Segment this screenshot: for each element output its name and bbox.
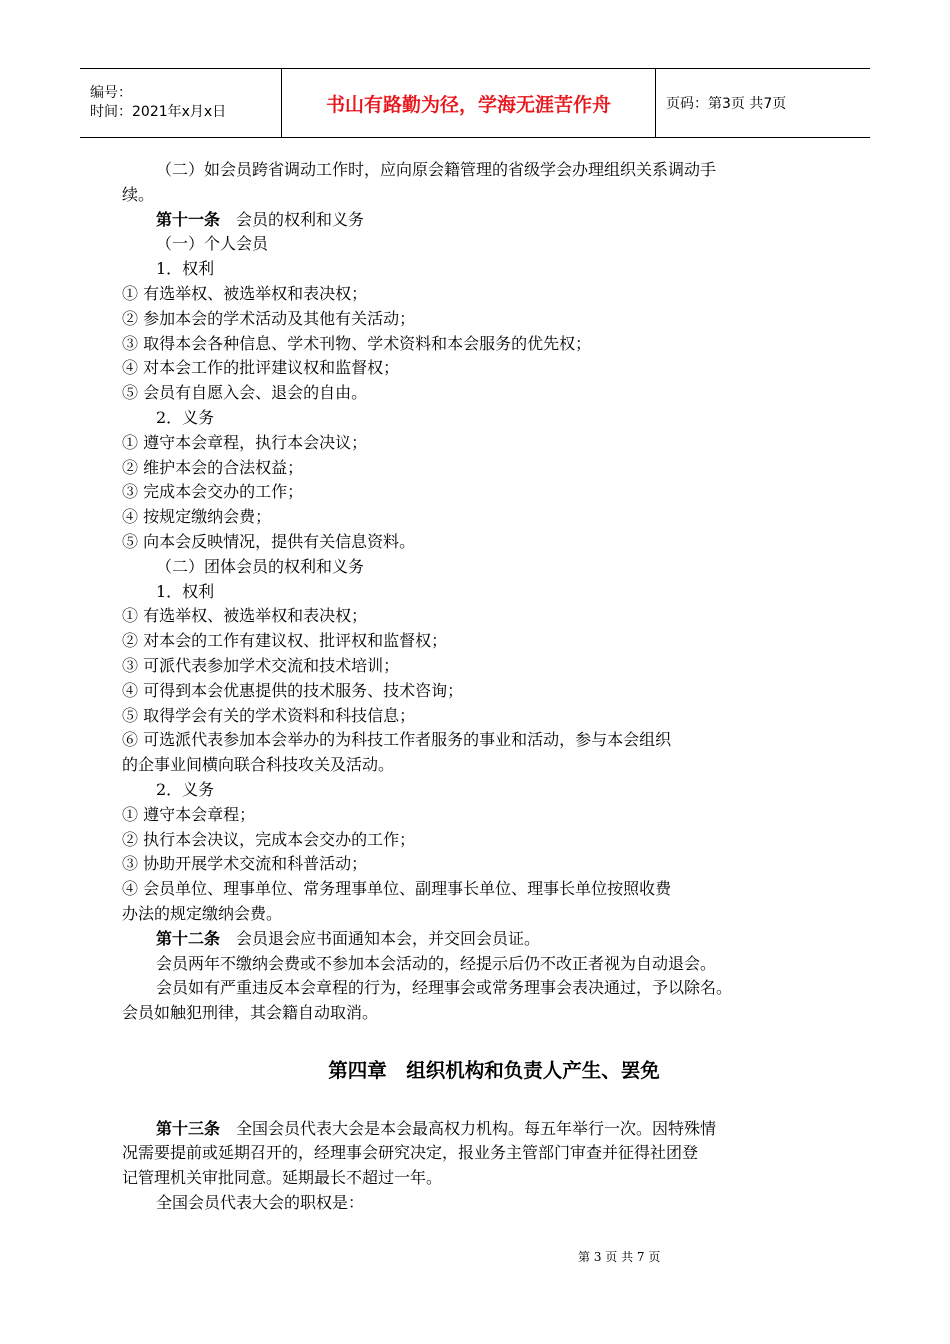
- body-line: 的企事业间横向联合科技攻关及活动。: [122, 755, 395, 775]
- article-11: [122, 208, 842, 233]
- list-item: ② 对本会的工作有建议权、批评权和监督权；: [122, 631, 448, 651]
- body-line: 全国会员代表大会的职权是：: [156, 1193, 365, 1213]
- body-line: 1．权利: [156, 259, 215, 279]
- list-item: ④ 按规定缴纳会费；: [122, 507, 272, 527]
- list-item: ③ 可派代表参加学术交流和技术培训；: [122, 655, 400, 675]
- article-11-title: 第十一条: [156, 209, 221, 229]
- article-13-title: 第十三条: [156, 1118, 221, 1138]
- page-header: [80, 68, 870, 138]
- body-line: 2．义务: [156, 407, 215, 427]
- list-item: ③ 取得本会各种信息、学术刊物、学术资料和本会服务的优先权；: [122, 333, 592, 353]
- list-item: ⑤ 取得学会有关的学术资料和科技信息；: [122, 705, 416, 725]
- list-item: ④ 可得到本会优惠提供的技术服务、技术咨询；: [122, 680, 464, 700]
- body-line: 1．权利: [156, 581, 215, 601]
- body-line: 记管理机关审批同意。延期最长不超过一年。: [122, 1168, 443, 1188]
- body-line: 办法的规定缴纳会费。: [122, 903, 283, 923]
- list-item: ④ 对本会工作的批评建议权和监督权；: [122, 358, 400, 378]
- body-line: 会员如触犯刑律，其会籍自动取消。: [122, 1003, 379, 1023]
- list-item: ① 有选举权、被选举权和表决权；: [122, 606, 368, 626]
- body-line: （二）如会员跨省调动工作时，应向原会籍管理的省级学会办理组织关系调动手: [156, 160, 717, 179]
- article-13-text: 全国会员代表大会是本会最高权力机构。每五年举行一次。因特殊情: [220, 1118, 717, 1138]
- list-item: ② 参加本会的学术活动及其他有关活动；: [122, 308, 416, 328]
- list-item: ② 执行本会决议，完成本会交办的工作；: [122, 829, 416, 849]
- list-item: ② 维护本会的合法权益；: [122, 457, 304, 477]
- list-item: ① 遵守本会章程；: [122, 804, 256, 824]
- footer-page-number: 第 3 页 共 7 页: [578, 1250, 661, 1264]
- body-line: 况需要提前或延期召开的，经理事会研究决定，报业务主管部门审查并征得社团登: [122, 1143, 699, 1163]
- list-item: ⑤ 会员有自愿入会、退会的自由。: [122, 383, 368, 403]
- list-item: ⑥ 可选派代表参加本会举办的为科技工作者服务的事业和活动，参与本会组织: [122, 730, 672, 750]
- article-12-title: 第十二条: [156, 928, 221, 948]
- document-number-label: 编号：: [90, 85, 132, 101]
- list-item: ① 有选举权、被选举权和表决权；: [122, 283, 368, 303]
- chapter-heading: 第四章 组织机构和负责人产生、罢免: [328, 1058, 660, 1082]
- body-line: 2．义务: [156, 779, 215, 799]
- list-item: ⑤ 向本会反映情况，提供有关信息资料。: [122, 531, 416, 551]
- body-line: （一）个人会员: [156, 234, 269, 254]
- header-meta: [80, 69, 281, 137]
- body-line: （二）团体会员的权利和义务: [156, 556, 365, 576]
- body-line: 会员如有严重违反本会章程的行为，经理事会或常务理事会表决通过，予以除名。: [156, 978, 733, 998]
- header-motto: 书山有路勤为径，学海无涯苦作舟: [281, 69, 656, 137]
- list-item: ③ 协助开展学术交流和科普活动；: [122, 854, 368, 874]
- article-12: [122, 927, 842, 952]
- article-12-text: 会员退会应书面通知本会，并交回会员证。: [220, 928, 541, 948]
- document-time-label: 时间：2021年x月x日: [90, 104, 227, 120]
- document-body: [122, 158, 842, 1216]
- list-item: ④ 会员单位、理事单位、常务理事单位、副理事长单位、理事长单位按照收费: [122, 879, 672, 899]
- body-line: 续。: [122, 184, 155, 204]
- body-line: 会员两年不缴纳会费或不参加本会活动的，经提示后仍不改正者视为自动退会。: [156, 953, 717, 973]
- list-item: ③ 完成本会交办的工作；: [122, 482, 304, 502]
- article-11-text: 会员的权利和义务: [220, 209, 365, 229]
- article-13: [122, 1117, 842, 1142]
- header-page-info: 页码：第3页 共7页: [666, 96, 787, 112]
- list-item: ① 遵守本会章程，执行本会决议；: [122, 432, 368, 452]
